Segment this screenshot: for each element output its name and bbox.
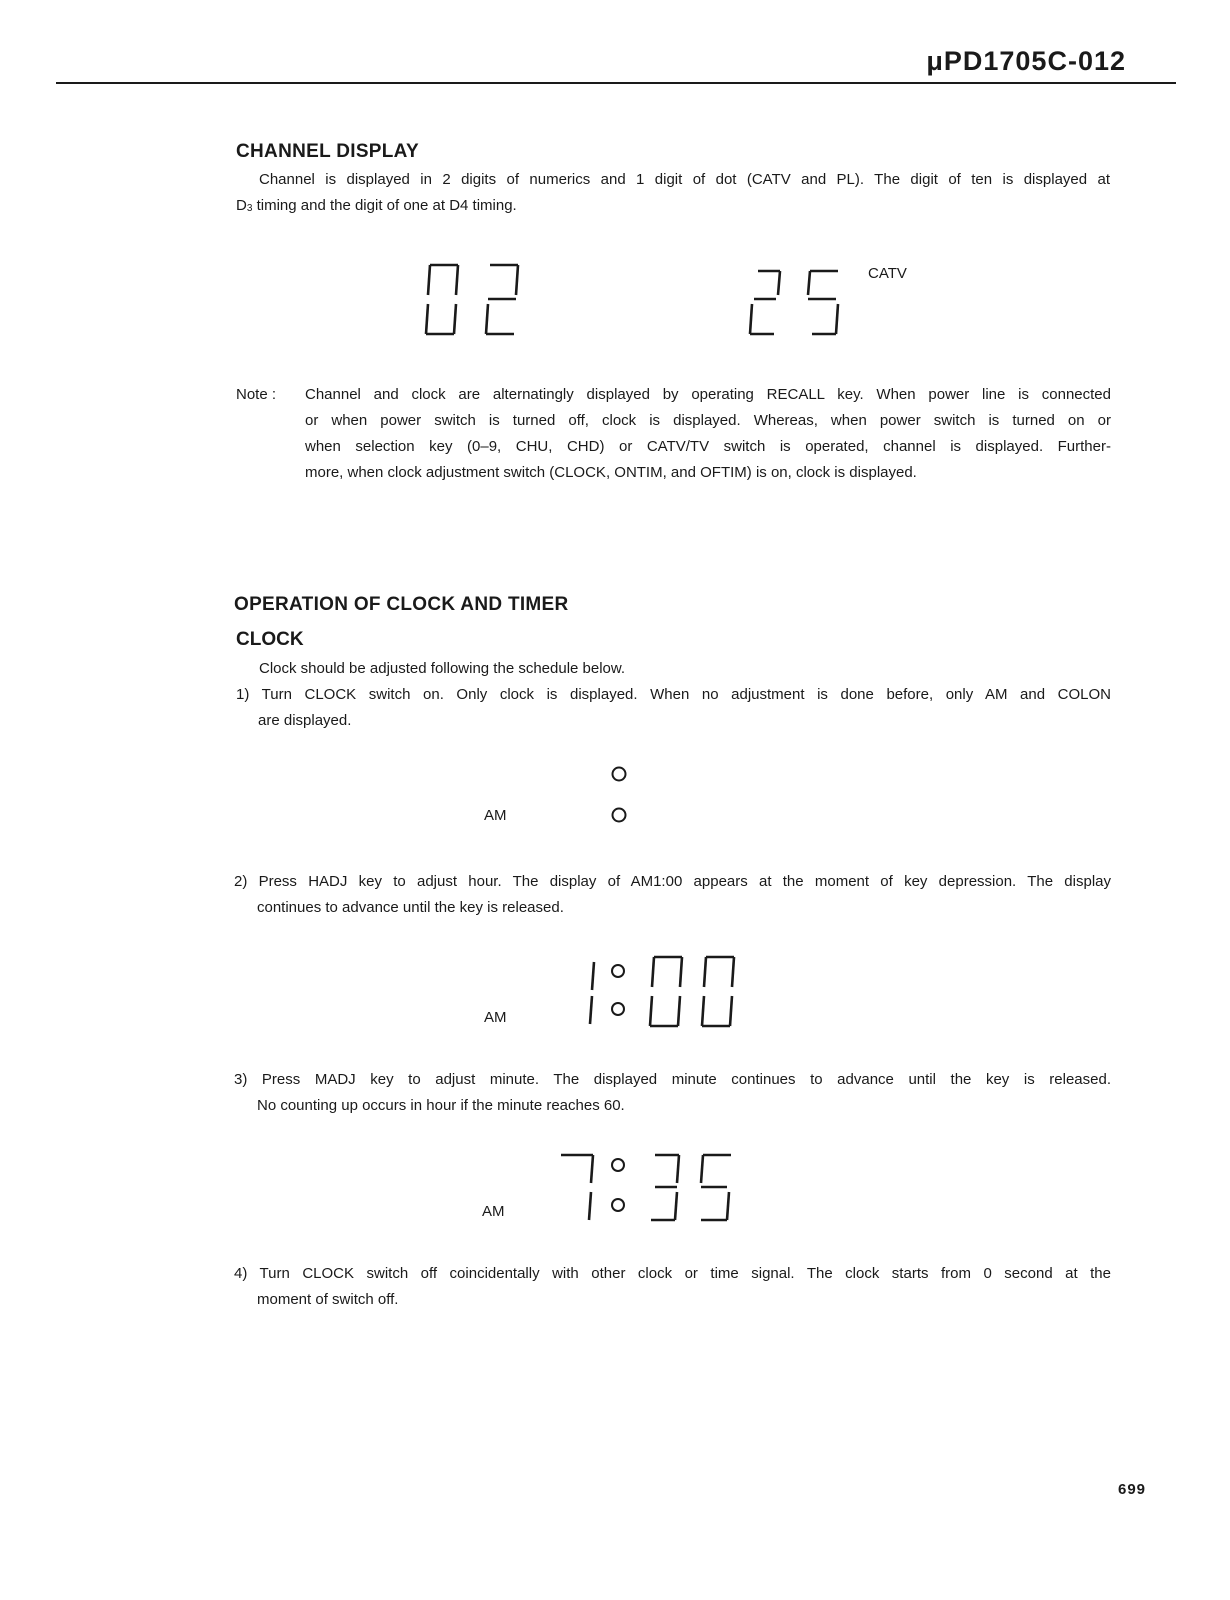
seven-seg-digit-7 xyxy=(561,1155,593,1220)
step-line: No counting up occurs in hour if the minute reaches 60. xyxy=(257,1097,625,1114)
seven-seg-digit-5 xyxy=(808,271,838,334)
am-indicator: AM xyxy=(484,807,507,824)
clock-intro: Clock should be adjusted following the schedule below. xyxy=(259,660,626,677)
channel-example-02 xyxy=(418,258,543,343)
step-3 xyxy=(234,1067,1111,1119)
colon-only-display xyxy=(600,760,640,830)
seven-seg-digit-2 xyxy=(486,265,518,334)
seven-seg-digit-3 xyxy=(651,1155,679,1220)
am-indicator: AM xyxy=(482,1203,505,1220)
channel-example-25 xyxy=(740,258,865,343)
clock-display-7-35 xyxy=(555,1146,745,1231)
page-number: 699 xyxy=(1118,1481,1147,1498)
clock-subheading: CLOCK xyxy=(236,629,304,650)
seven-seg-digit-0 xyxy=(426,265,458,334)
seven-seg-digit-0 xyxy=(702,957,734,1026)
step-line: moment of switch off. xyxy=(257,1291,399,1308)
channel-display-heading: CHANNEL DISPLAY xyxy=(236,141,419,162)
colon-dot-lower xyxy=(612,1199,624,1211)
colon-dot-lower xyxy=(612,1003,624,1015)
colon-dot-lower xyxy=(613,809,626,822)
header-rule xyxy=(56,82,1176,84)
clock-display-1-00 xyxy=(570,950,750,1035)
step-line: 2) Press HADJ key to adjust hour. The display of AM1:00 appears at the moment of key depression. The display xyxy=(234,873,1111,890)
operation-heading: OPERATION OF CLOCK AND TIMER xyxy=(234,594,569,615)
catv-label: CATV xyxy=(868,265,907,282)
note-line: when selection key (0–9, CHU, CHD) or CATV/TV switch is operated, channel is displayed. Further- xyxy=(305,438,1111,455)
seven-seg-digit-5 xyxy=(701,1155,731,1220)
step-1 xyxy=(236,682,1111,734)
seven-seg-digit-1 xyxy=(590,962,594,1024)
colon-dot-upper xyxy=(612,1159,624,1171)
step-line: 1) Turn CLOCK switch on. Only clock is displayed. When no adjustment is done before, only AM and COLON xyxy=(236,686,1111,703)
step-4 xyxy=(234,1261,1111,1313)
channel-display-intro xyxy=(236,167,1110,222)
step-line: are displayed. xyxy=(258,712,352,729)
note-label: Note : xyxy=(236,386,277,403)
seven-seg-digit-2 xyxy=(750,271,780,334)
part-number-title: μPD1705C-012 xyxy=(926,46,1126,76)
intro-line-1: Channel is displayed in 2 digits of numerics and 1 digit of dot (CATV and PL). The digit of ten is displayed at xyxy=(259,171,1110,188)
intro-line-2: $D_3$ timing and the digit of one at D4 timing. xyxy=(236,197,517,214)
note-line: more, when clock adjustment switch (CLOCK, ONTIM, and OFTIM) is on, clock is displayed. xyxy=(305,464,917,481)
step-line: 3) Press MADJ key to adjust minute. The displayed minute continues to advance until the key is released. xyxy=(234,1071,1111,1088)
colon-dot-upper xyxy=(613,768,626,781)
seven-seg-digit-0 xyxy=(650,957,682,1026)
note-text xyxy=(305,382,1111,486)
colon-dot-upper xyxy=(612,965,624,977)
step-line: 4) Turn CLOCK switch off coincidentally with other clock or time signal. The clock starts from 0 second at the xyxy=(234,1265,1111,1282)
note-line: Channel and clock are alternatingly displayed by operating RECALL key. When power line is connected xyxy=(305,386,1111,403)
step-2 xyxy=(234,869,1111,921)
am-indicator: AM xyxy=(484,1009,507,1026)
step-line: continues to advance until the key is released. xyxy=(257,899,564,916)
note-line: or when power switch is turned off, clock is displayed. Whereas, when power switch is turned on or xyxy=(305,412,1111,429)
